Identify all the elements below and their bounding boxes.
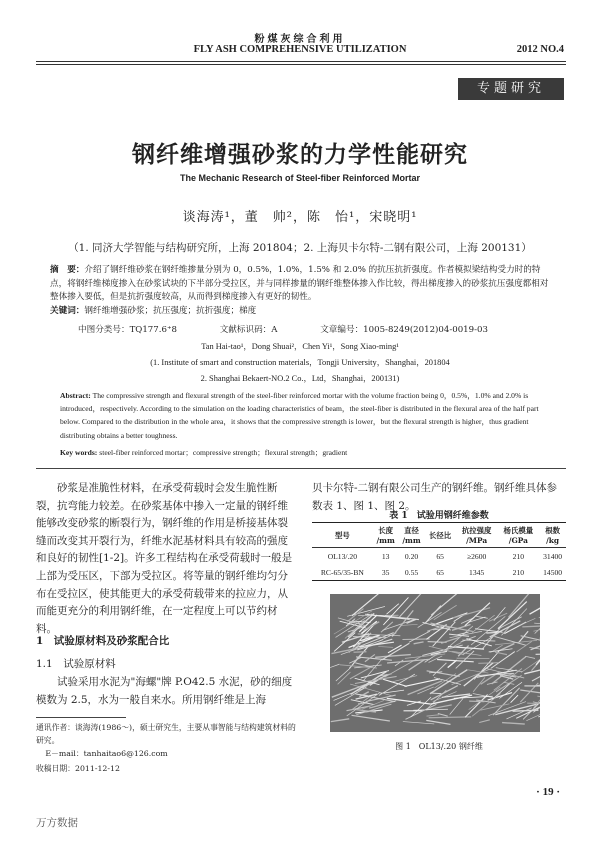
clc-number: 中图分类号：TQ177.6⁺8: [78, 325, 177, 335]
page-number: · 19 ·: [536, 786, 560, 798]
table-cell: 35: [373, 564, 399, 581]
affiliation-en-2: 2. Shanghai Bekaert-NO.2 Co.，Ltd，Shanghai，200131): [200, 374, 400, 383]
section-1-1-body: [36, 674, 298, 709]
table-cell: 14500: [539, 564, 566, 581]
table-header-cell: 抗拉强度 /MPa: [456, 523, 498, 548]
header-rule-2: [36, 64, 566, 65]
affiliation-en-1: (1. Institute of smart and construction materials，Tongji University，Shanghai，201804: [150, 358, 450, 367]
footnote-rule: [36, 717, 126, 718]
section-1-heading: 1 试验原材料及砂浆配合比: [36, 635, 170, 647]
abstract-en-text: The compressive strength and flexural strength of the steel-fiber reinforced mortar with the volume fraction being 0，0.5%，1.0% and 2.0% is introduced，respectively. According to the simulation on the loading characteristics of beam，the steel-fiber is distributed in the flexural area of the half part below. Compared to the distribution in the whole area，it shows that the compressive strength is lower，but the flexural strength is higher，thus gradient distributing obtains a better toughness.: [60, 391, 539, 440]
table-1: [312, 522, 566, 581]
section-badge: 专题研究: [458, 78, 564, 100]
table-cell: 65: [436, 552, 444, 561]
article-number: 文章编号：1005-8249(2012)04-0019-03: [320, 325, 488, 335]
affiliation-cn: （1. 同济大学智能与结构研究所，上海 201804；2. 上海贝卡尔特-二钢有限公司，上海 200131）: [68, 242, 532, 254]
table-header-cell: 根数 /kg: [539, 523, 566, 548]
fiber-strand: [431, 693, 442, 694]
abstract-en-label: Abstract:: [60, 391, 91, 400]
table-cell: 0.20: [404, 552, 419, 561]
table-1-title: 表 1 试验用钢纤维参数: [389, 511, 489, 521]
journal-name-en: FLY ASH COMPREHENSIVE UTILIZATION: [193, 44, 407, 55]
abstract-text: 介绍了钢纤维砂浆在钢纤维掺量分别为 0，0.5%，1.0%，1.5% 和 2.0% 的抗压抗折强度。作者模拟梁结构受力时的特点，将钢纤维梯度掺入在砂浆试块的下半部分受拉区，并与同样掺量的钢纤维整体掺入作比较，得出梯度掺入的砂浆抗压强度都相对整体掺入要低，但是抗折强度较高，从而得到梯度掺入有更好的韧性。: [50, 265, 549, 302]
table-row: [312, 564, 566, 581]
steel-fiber-image: [330, 594, 540, 732]
table-header-cell: 长径比: [424, 523, 455, 548]
fiber-strand: [354, 652, 367, 653]
document-code: 文献标识码：A: [219, 325, 278, 335]
table-header-row: [312, 523, 566, 548]
table-cell: 13: [381, 552, 390, 561]
abstract-en: [60, 389, 548, 442]
watermark: 万方数据: [36, 817, 78, 829]
table-header-cell: 杨氏模量 /GPa: [497, 523, 539, 548]
keywords-en: [60, 447, 548, 458]
table-header-cell: 型号: [312, 523, 373, 548]
right-text: 贝卡尔特-二钢有限公司生产的钢纤维。钢纤维具体参数表 1、图 1、图 2。: [312, 482, 558, 512]
fiber-strand: [402, 639, 429, 640]
keywords-en-text: steel-fiber reinforced mortar；compressive strength；flexural strength；gradient: [99, 448, 348, 457]
journal-name-cn: 粉煤灰综合利用: [254, 34, 346, 45]
title-en: The Mechanic Research of Steel-fiber Reinforced Mortar: [179, 173, 421, 183]
header-rule: [36, 61, 566, 62]
section-1-1-text: 试验采用水泥为"海螺"牌 P.O42.5 水泥，砂的细度模数为 2.5，水为一般自来水。所用钢纤维是上海: [36, 676, 293, 706]
table-cell: 210: [497, 564, 539, 581]
figure-1-steel-fiber-photo: [330, 594, 540, 732]
keywords-label: 关键词：: [50, 305, 85, 316]
intro-paragraph: [36, 480, 298, 638]
fiber-strand: [478, 663, 499, 664]
classification-line: [78, 323, 528, 335]
table-cell: ≥2600: [466, 552, 487, 561]
keywords-text: 钢纤维增强砂浆；抗压强度；抗折强度；梯度: [84, 305, 257, 316]
authors-cn: 谈海涛¹，董 帅²，陈 怡¹，宋晓明¹: [182, 210, 418, 225]
issue-number: 2012 NO.4: [516, 44, 564, 55]
footnote-received: 收稿日期：2011-12-12: [36, 764, 120, 773]
section-1-1-heading: 1.1 试验原材料: [36, 658, 116, 670]
keywords-en-label: Key words:: [60, 448, 98, 457]
table-cell: 31400: [543, 552, 563, 561]
table-cell: 210: [512, 552, 525, 561]
footnote-email: E－mail：tanhaitao6@126.com: [45, 749, 168, 758]
table-cell: RC-65/35-BN: [312, 564, 373, 581]
table-header-cell: 长度 /mm: [373, 523, 399, 548]
abstract-cn: [50, 264, 550, 318]
table-cell: 0.55: [399, 564, 425, 581]
title-cn: 钢纤维增强砂浆的力学性能研究: [132, 141, 468, 168]
abstract-divider: [36, 468, 566, 469]
table-row: [312, 548, 566, 565]
table-cell: OL13/.20: [327, 552, 358, 561]
authors-en: Tan Hai-tao¹，Dong Shuai²，Chen Yi¹，Song Xiao-ming¹: [201, 342, 399, 351]
fiber-strand: [353, 637, 386, 638]
table-header-cell: 直径 /mm: [399, 523, 425, 548]
table-body: [312, 548, 566, 581]
table-cell: 65: [424, 564, 455, 581]
table-cell: 1345: [456, 564, 498, 581]
abstract-label: 摘 要：: [50, 265, 85, 275]
intro-text: 砂浆是准脆性材料，在承受荷载时会发生脆性断裂，抗弯能力较差。在砂浆基体中掺入一定量的钢纤维能够改变砂浆的断裂行为，钢纤维的作用是桥接基体裂缝而改变其开裂行为，纤维水泥基材料具有较高的强度和良好的韧性[1-2]。许多工程结构在承受荷载时一般是上部为受压区，下部为受拉区。将等量的钢纤维均匀分布在受拉区，使其能更大的承受荷载带来的拉应力，从而能更充分的利用钢纤维，在一定程度上可以节约材料。: [36, 482, 293, 635]
figure-1-caption: 图 1 OL13/.20 钢纤维: [395, 742, 483, 751]
footnote-author: 通讯作者：谈海涛(1986～)，硕士研究生，主要从事智能与结构建筑材料的研究。: [36, 723, 296, 745]
